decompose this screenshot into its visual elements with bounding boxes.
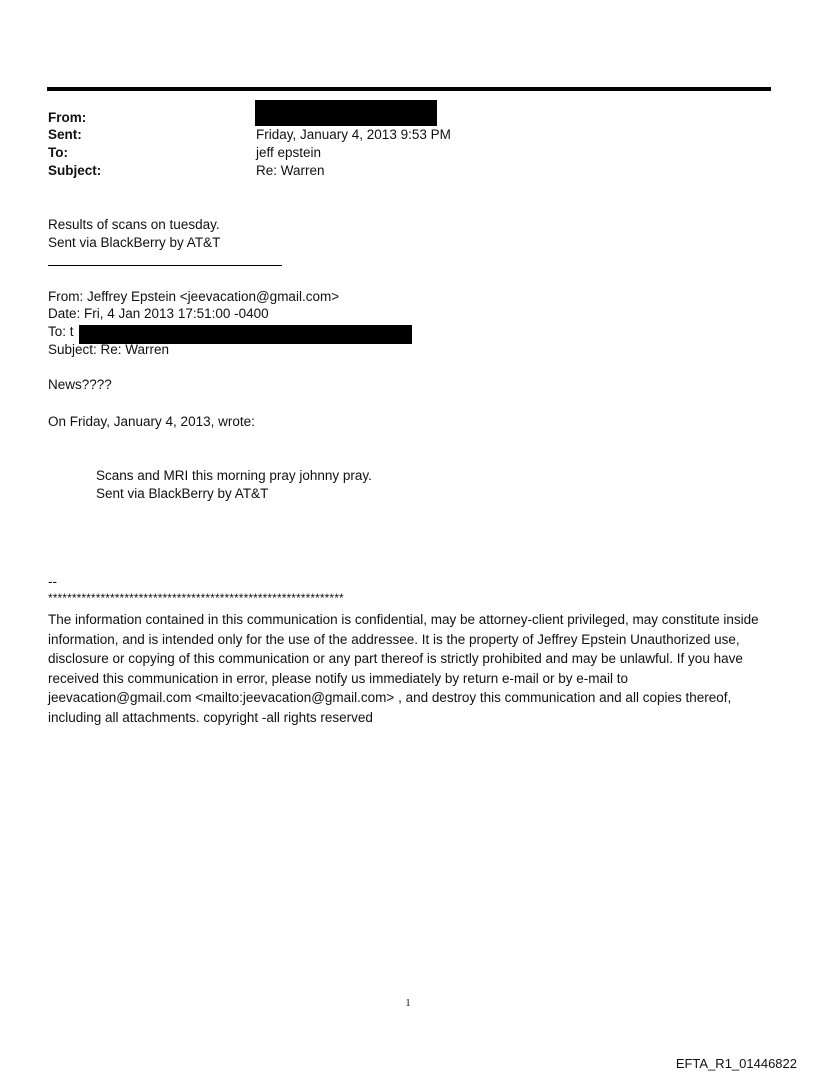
reply-line-2: Sent via BlackBerry by AT&T bbox=[48, 235, 221, 250]
to-value: jeff epstein bbox=[256, 145, 322, 160]
from-label: From: bbox=[48, 110, 87, 125]
subject-label: Subject: bbox=[48, 163, 102, 178]
signature-dashes: -- bbox=[48, 574, 57, 589]
inner-line-2: Sent via BlackBerry by AT&T bbox=[96, 486, 269, 501]
quoted-news: News???? bbox=[48, 377, 112, 392]
quoted-date: Date: Fri, 4 Jan 2013 17:51:00 -0400 bbox=[48, 306, 269, 321]
sent-value: Friday, January 4, 2013 9:53 PM bbox=[256, 127, 451, 142]
sent-label: Sent: bbox=[48, 127, 82, 142]
signature-stars: ************************************************************** bbox=[48, 591, 344, 605]
quoted-subject: Subject: Re: Warren bbox=[48, 342, 170, 357]
quoted-from: From: Jeffrey Epstein <jeevacation@gmail.com> bbox=[48, 289, 340, 304]
page-number: 1 bbox=[405, 997, 411, 1009]
disclaimer-text: The information contained in this communication is confidential, may be attorney-client privileged, may constitute inside information, and is intended only for the use of the addressee. It is the property of Jeffrey Epstein Unauthorized use, disclosure or copying of this communication or any part thereof is strictly prohibited and may be unlawful. If you have received this communication in error, please notify us immediately by return e-mail or by e-mail to jeevacation@gmail.com <mailto:jeevacation@gmail.com> , and destroy this communication and all copies thereof, including all attachments. copyright -all rights reserved bbox=[48, 612, 759, 725]
to-label: To: bbox=[48, 145, 68, 160]
reply-line-1: Results of scans on tuesday. bbox=[48, 217, 220, 232]
quoted-on-wrote: On Friday, January 4, 2013, wrote: bbox=[48, 414, 255, 429]
inner-line-1: Scans and MRI this morning pray johnny pray. bbox=[96, 468, 372, 483]
quoted-to: To: t bbox=[48, 324, 74, 339]
redaction-block-sender bbox=[255, 100, 437, 126]
header-rule bbox=[47, 87, 771, 91]
confidentiality-disclaimer bbox=[48, 610, 772, 727]
subject-value: Re: Warren bbox=[256, 163, 325, 178]
reply-separator bbox=[48, 265, 282, 266]
document-id: EFTA_R1_01446822 bbox=[675, 1056, 797, 1071]
